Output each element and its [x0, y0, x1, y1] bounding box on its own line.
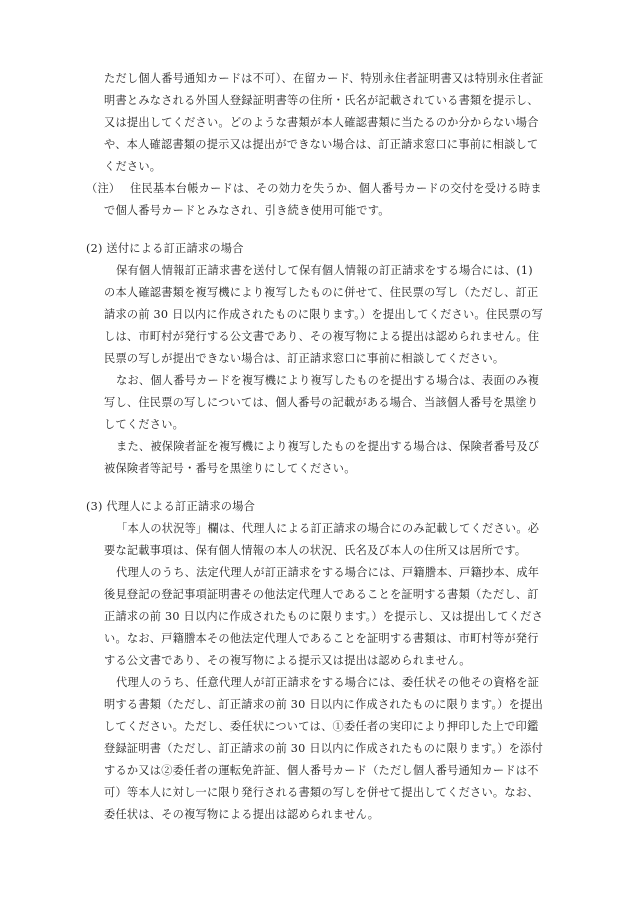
body-text-line: 正請求の前 30 日以内に作成されたものに限ります。）を提示し、又は提出してくださ: [104, 610, 544, 623]
body-text-line: 可）等本人に対し一に限り発行される書類の写しを併せて提出してください。なお、: [104, 786, 539, 799]
body-text-line: 代理人のうち、法定代理人が訂正請求をする場合には、戸籍謄本、戸籍抄本、成年: [116, 566, 540, 579]
body-text-line: 明書とみなされる外国人登録証明書等の住所・氏名が記載されている書類を提示し、: [104, 94, 539, 107]
note-text-line: で個人番号カードとみなされ、引き続き使用可能です。: [104, 204, 390, 217]
body-text-line: する公文書であり、その複写物による提示又は提出は認められません。: [104, 654, 471, 667]
body-text-line: ください。: [104, 160, 162, 173]
section-heading: (2) 送付による訂正請求の場合: [86, 242, 244, 255]
note-text-line: 住民基本台帳カードは、その効力を失うか、個人番号カードの交付を受ける時ま: [130, 182, 542, 195]
body-text-line: 委任状は、その複写物による提出は認められません。: [104, 808, 380, 821]
body-text-line: い。なお、戸籍謄本その他法定代理人であることを証明する書類は、市町村等が発行: [104, 632, 539, 645]
body-text-line: 「本人の状況等」欄は、代理人による訂正請求の場合にのみ記載してください。必: [116, 522, 540, 535]
body-text-line: 写し、住民票の写しについては、個人番号の記載がある場合、当該個人番号を黒塗り: [104, 396, 539, 409]
body-text-line: 民票の写しが提出できない場合は、訂正請求窓口に事前に相談してください。: [104, 352, 505, 365]
section-heading: (3) 代理人による訂正請求の場合: [86, 500, 256, 513]
body-text-line: してください。ただし、委任状については、①委任者の実印により押印した上で印鑑: [104, 720, 539, 733]
body-text-line: するか又は②委任者の運転免許証、個人番号カード（ただし個人番号通知カードは不: [104, 764, 539, 777]
body-text-line: 後見登記の登記事項証明書その他法定代理人であることを証明する書類（ただし、訂: [104, 588, 539, 601]
body-text-line: してください。: [104, 418, 185, 431]
body-text-line: なお、個人番号カードを複写機により複写したものを提出する場合は、表面のみ複: [116, 374, 540, 387]
body-text-line: 保有個人情報訂正請求書を送付して保有個人情報の訂正請求をする場合には、(1): [116, 264, 533, 277]
body-text-line: 被保険者等記号・番号を黒塗りにしてください。: [104, 462, 356, 475]
body-text-line: 又は提出してください。どのような書類が本人確認書類に当たるのか分からない場合: [104, 116, 539, 129]
note-marker: （注）: [86, 182, 121, 195]
body-text-line: 明する書類（ただし、訂正請求の前 30 日以内に作成されたものに限ります。）を提出: [104, 698, 544, 711]
body-text-line: また、被保険者証を複写機により複写したものを提出する場合は、保険者番号及び: [116, 440, 540, 453]
body-text-line: ただし個人番号通知カードは不可）、在留カード、特別永住者証明書又は特別永住者証: [104, 72, 544, 85]
body-text-line: の本人確認書類を複写機により複写したものに併せて、住民票の写し（ただし、訂正: [104, 286, 539, 299]
body-text-line: 請求の前 30 日以内に作成されたものに限ります。）を提出してください。住民票の写: [104, 308, 544, 321]
body-text-line: 登録証明書（ただし、訂正請求の前 30 日以内に作成されたものに限ります。）を添付: [104, 742, 544, 755]
body-text-line: しは、市町村が発行する公文書であり、その複写物による提出は認められません。住: [104, 330, 540, 343]
body-text-line: 代理人のうち、任意代理人が訂正請求をする場合には、委任状その他その資格を証: [116, 676, 540, 689]
body-text-line: 要な記載事項は、保有個人情報の本人の状況、氏名及び本人の住所又は居所です。: [104, 544, 527, 557]
body-text-line: や、本人確認書類の提示又は提出ができない場合は、訂正請求窓口に事前に相談して: [104, 138, 539, 151]
